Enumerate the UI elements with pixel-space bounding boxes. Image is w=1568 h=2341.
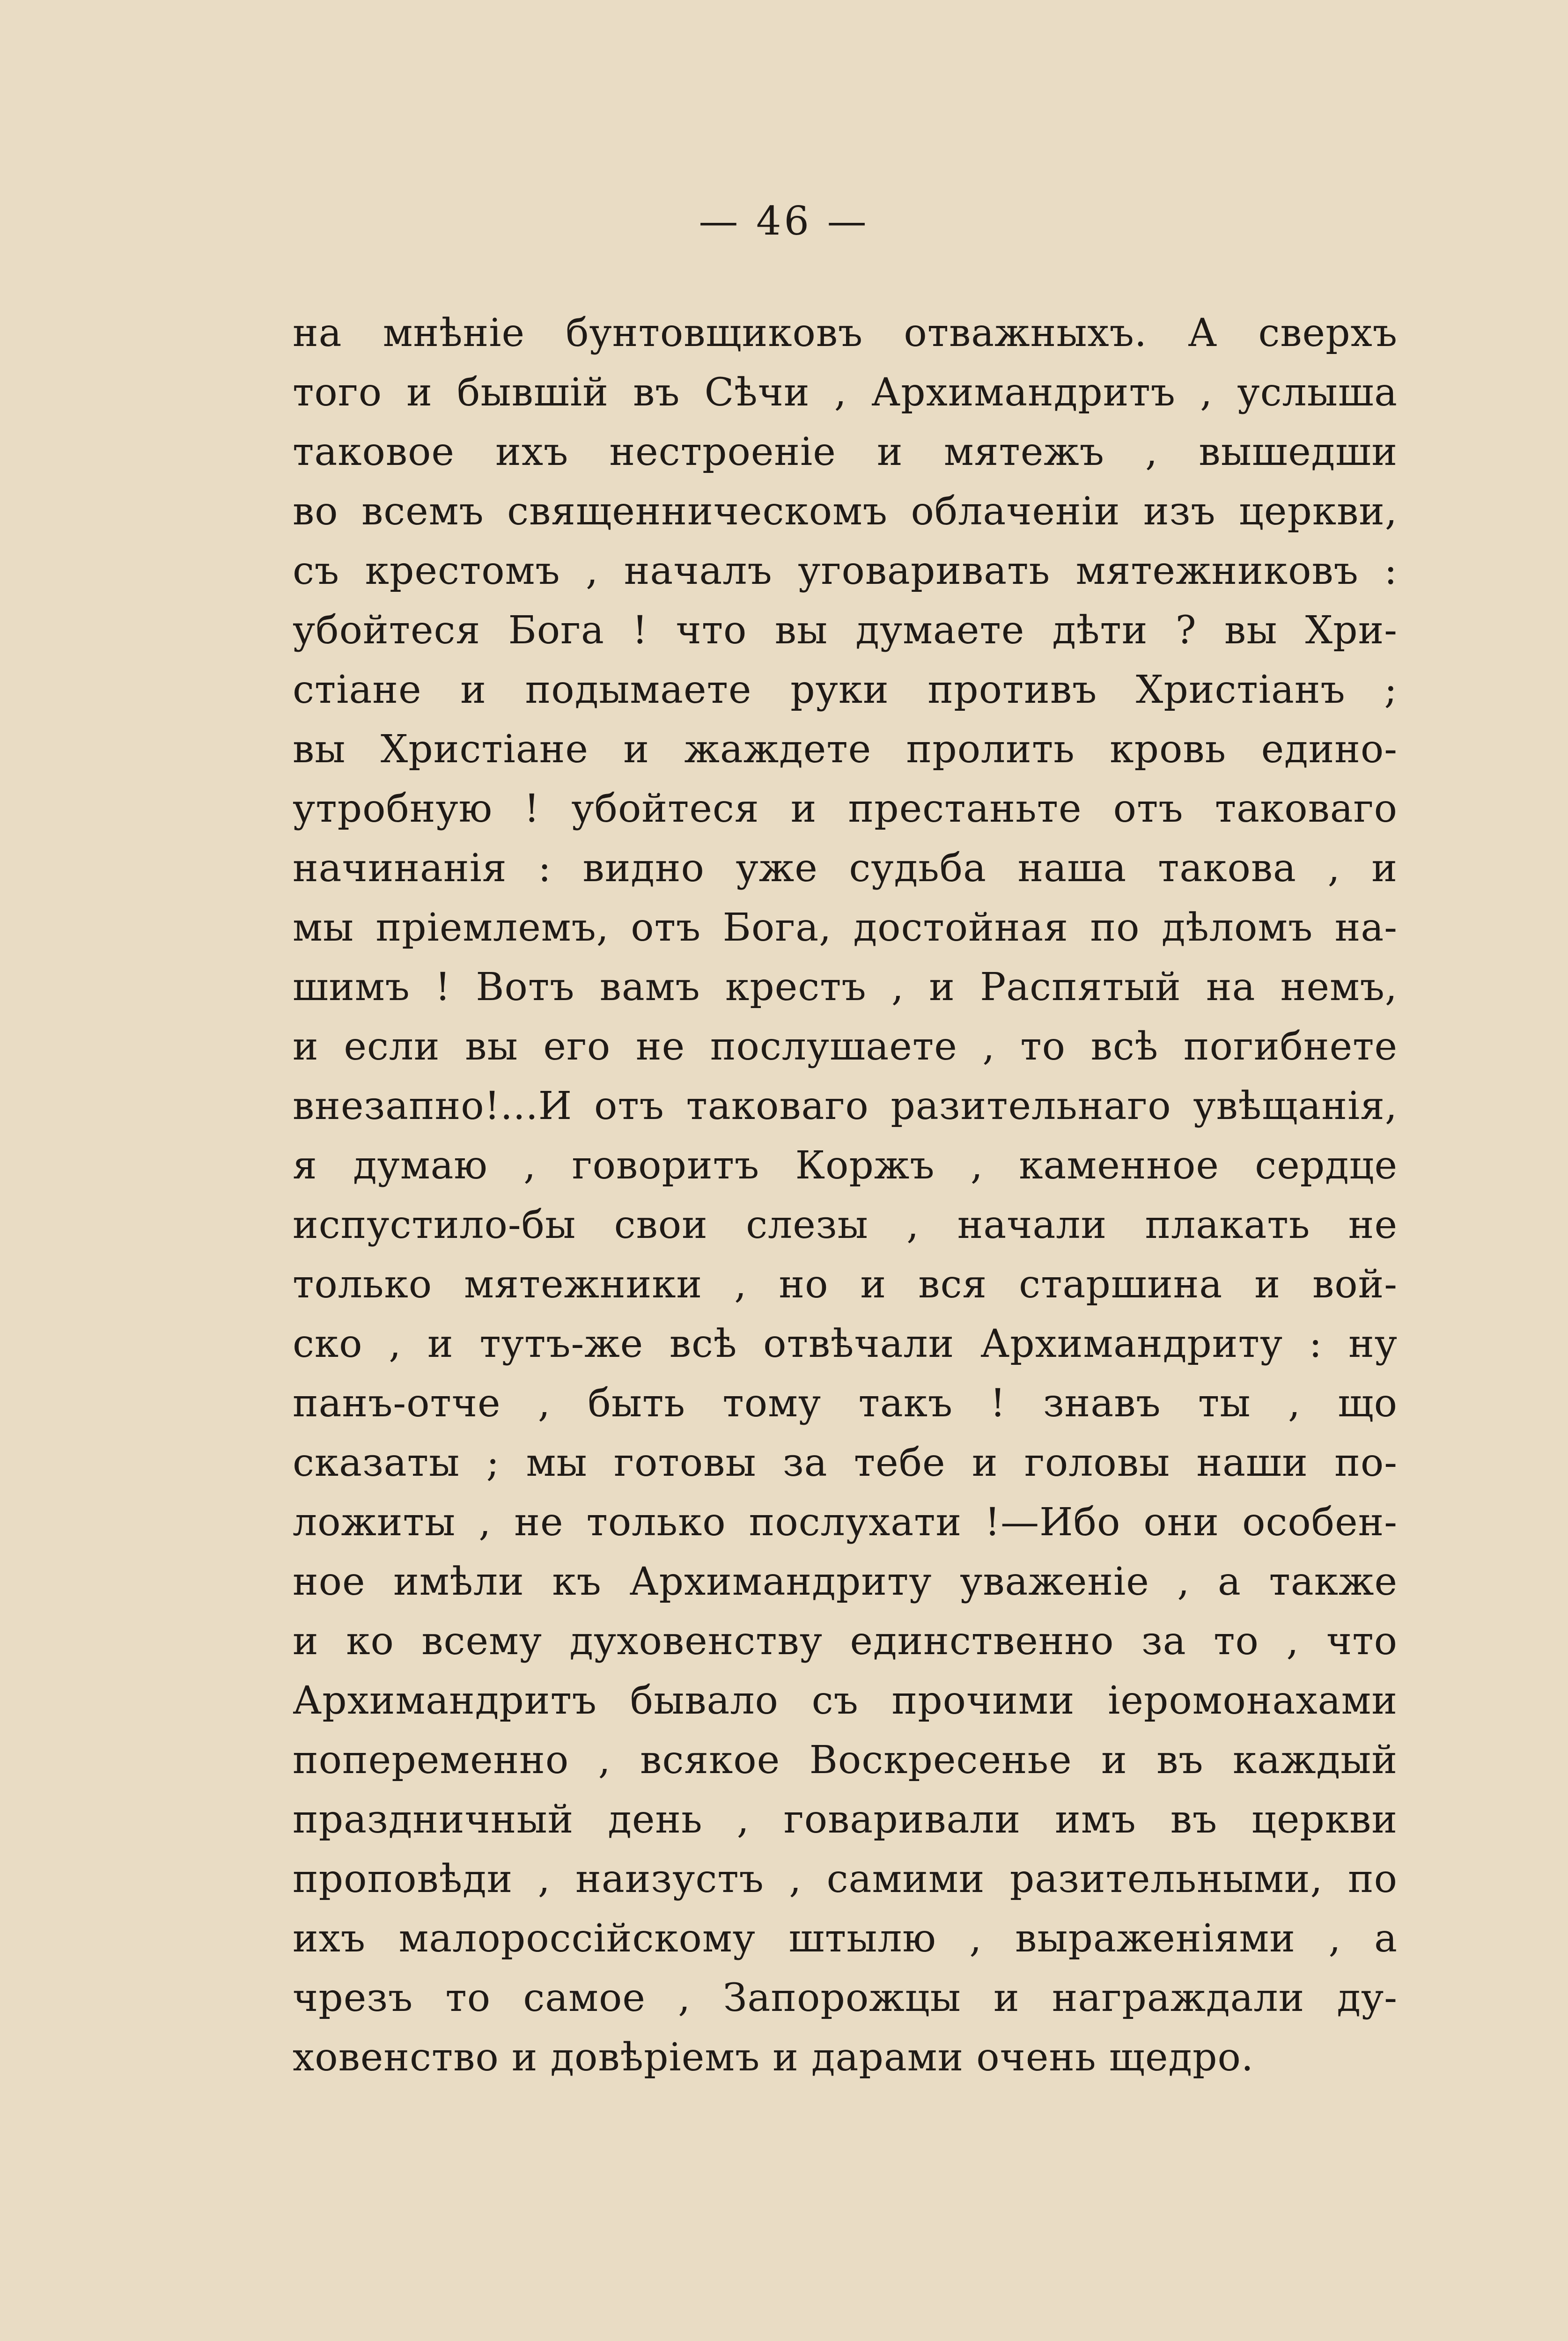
body-text bbox=[293, 303, 1398, 2087]
text-line: утробную ! убойтеся и престаньте отъ таковаго bbox=[293, 787, 1398, 831]
text-line: ихъ малороссійскому штылю , выраженіями , а bbox=[293, 1916, 1398, 1961]
text-line: попеременно , всякое Воскресенье и въ каждый bbox=[293, 1738, 1398, 1782]
text-line: во всемъ священническомъ облаченіи изъ церкви, bbox=[293, 489, 1398, 534]
text-line: начинанія : видно уже судьба наша такова , и bbox=[293, 846, 1398, 891]
text-line: испустило-бы свои слезы , начали плакать не bbox=[293, 1203, 1398, 1247]
text-line: вы Христіане и жаждете пролить кровь едино- bbox=[293, 727, 1398, 772]
text-line: ное имѣли къ Архимандриту уваженіе , а также bbox=[293, 1560, 1398, 1604]
text-line: чрезъ то самое , Запорожцы и награждали ду- bbox=[293, 1976, 1398, 2020]
text-line: таковое ихъ нестроеніе и мятежъ , вышедши bbox=[293, 430, 1398, 474]
text-line: ложиты , не только послухати !—Ибо они особен- bbox=[293, 1500, 1398, 1545]
text-line: праздничный день , говаривали имъ въ церкви bbox=[293, 1797, 1398, 1842]
text-line: шимъ ! Вотъ вамъ крестъ , и Распятый на немъ, bbox=[293, 965, 1398, 1009]
text-line: на мнѣніе бунтовщиковъ отважныхъ. А сверхъ bbox=[293, 311, 1398, 355]
text-line: проповѣди , наизустъ , самими разительными, по bbox=[293, 1857, 1398, 1901]
text-line: и если вы его не послушаете , то всѣ погибнете bbox=[293, 1024, 1398, 1069]
text-line: только мятежники , но и вся старшина и вой- bbox=[293, 1262, 1398, 1307]
text-line: стіане и подымаете руки противъ Христіанъ ; bbox=[293, 668, 1398, 712]
text-line: того и бывшій въ Сѣчи , Архимандритъ , услыша bbox=[293, 370, 1398, 415]
text-line: убойтеся Бога ! что вы думаете дѣти ? вы Хри- bbox=[293, 608, 1398, 653]
page-number: — 46 — bbox=[699, 198, 869, 244]
text-line: панъ-отче , быть тому такъ ! знавъ ты , що bbox=[293, 1381, 1398, 1426]
text-line: ско , и тутъ-же всѣ отвѣчали Архимандриту : ну bbox=[293, 1322, 1398, 1366]
text-line: съ крестомъ , началъ уговаривать мятежниковъ : bbox=[293, 549, 1398, 593]
text-line: и ко всему духовенству единственно за то , что bbox=[293, 1619, 1398, 1664]
text-line: сказаты ; мы готовы за тебе и головы наши по- bbox=[293, 1441, 1398, 1485]
text-line: мы пріемлемъ, отъ Бога, достойная по дѣломъ на- bbox=[293, 905, 1398, 950]
text-line: внезапно!...И отъ таковаго разительнаго увѣщанія, bbox=[293, 1084, 1398, 1128]
text-line: я думаю , говоритъ Коржъ , каменное сердце bbox=[293, 1143, 1398, 1188]
text-line: Архимандритъ бывало съ прочими іеромонахами bbox=[293, 1678, 1398, 1723]
text-line: ховенство и довѣріемъ и дарами очень щедро. bbox=[293, 2035, 1254, 2080]
